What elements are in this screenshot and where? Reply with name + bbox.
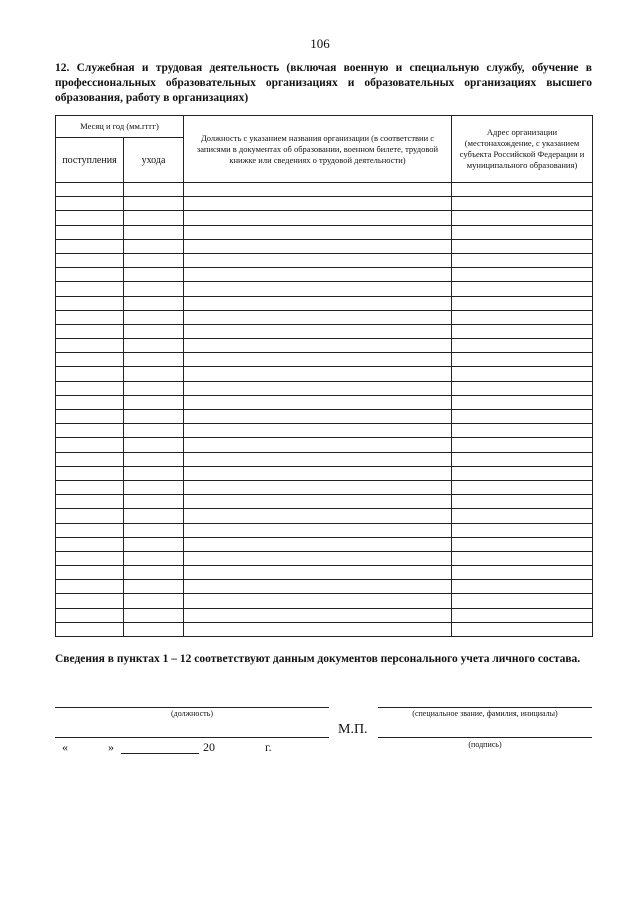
end-cell[interactable] bbox=[124, 296, 184, 310]
position-cell[interactable] bbox=[184, 381, 452, 395]
end-cell[interactable] bbox=[124, 551, 184, 565]
address-cell[interactable] bbox=[452, 438, 593, 452]
start-cell[interactable] bbox=[56, 438, 124, 452]
end-cell[interactable] bbox=[124, 183, 184, 197]
header-start: поступления bbox=[56, 138, 124, 183]
table-body bbox=[56, 183, 593, 637]
end-cell[interactable] bbox=[124, 197, 184, 211]
start-cell[interactable] bbox=[56, 580, 124, 594]
address-cell[interactable] bbox=[452, 282, 593, 296]
start-cell[interactable] bbox=[56, 310, 124, 324]
address-cell[interactable] bbox=[452, 225, 593, 239]
position-cell[interactable] bbox=[184, 523, 452, 537]
position-cell[interactable] bbox=[184, 225, 452, 239]
position-cell[interactable] bbox=[184, 253, 452, 267]
header-end: ухода bbox=[124, 138, 184, 183]
address-cell[interactable] bbox=[452, 495, 593, 509]
header-address: Адрес организации (местонахождение, с указанием субъекта Российской Федерации и муниципального образования) bbox=[452, 116, 593, 183]
table-row bbox=[56, 410, 593, 424]
end-cell[interactable] bbox=[124, 608, 184, 622]
address-cell[interactable] bbox=[452, 509, 593, 523]
table-row bbox=[56, 438, 593, 452]
start-cell[interactable] bbox=[56, 225, 124, 239]
position-cell[interactable] bbox=[184, 509, 452, 523]
start-cell[interactable] bbox=[56, 296, 124, 310]
start-cell[interactable] bbox=[56, 594, 124, 608]
end-cell[interactable] bbox=[124, 580, 184, 594]
start-cell[interactable] bbox=[56, 523, 124, 537]
table-row bbox=[56, 353, 593, 367]
end-cell[interactable] bbox=[124, 381, 184, 395]
end-cell[interactable] bbox=[124, 566, 184, 580]
position-line[interactable] bbox=[55, 707, 329, 708]
date-year-suffix: г. bbox=[265, 740, 272, 754]
position-cell[interactable] bbox=[184, 622, 452, 636]
end-cell[interactable] bbox=[124, 438, 184, 452]
table-row bbox=[56, 381, 593, 395]
end-cell[interactable] bbox=[124, 452, 184, 466]
address-cell[interactable] bbox=[452, 211, 593, 225]
position-caption: (должность) bbox=[171, 709, 213, 718]
start-cell[interactable] bbox=[56, 566, 124, 580]
signature-caption: (подпись) bbox=[468, 740, 502, 749]
position-cell[interactable] bbox=[184, 551, 452, 565]
table-row bbox=[56, 367, 593, 381]
start-cell[interactable] bbox=[56, 452, 124, 466]
position-cell[interactable] bbox=[184, 580, 452, 594]
start-cell[interactable] bbox=[56, 466, 124, 480]
end-cell[interactable] bbox=[124, 253, 184, 267]
end-cell[interactable] bbox=[124, 523, 184, 537]
end-cell[interactable] bbox=[124, 282, 184, 296]
position-cell[interactable] bbox=[184, 310, 452, 324]
position-cell[interactable] bbox=[184, 282, 452, 296]
address-cell[interactable] bbox=[452, 296, 593, 310]
stamp-place: М.П. bbox=[338, 722, 368, 737]
table-row bbox=[56, 239, 593, 253]
employment-table bbox=[55, 115, 593, 637]
start-cell[interactable] bbox=[56, 324, 124, 338]
start-cell[interactable] bbox=[56, 282, 124, 296]
start-cell[interactable] bbox=[56, 253, 124, 267]
address-cell[interactable] bbox=[452, 566, 593, 580]
end-cell[interactable] bbox=[124, 367, 184, 381]
address-cell[interactable] bbox=[452, 594, 593, 608]
end-cell[interactable] bbox=[124, 509, 184, 523]
position-cell[interactable] bbox=[184, 268, 452, 282]
start-cell[interactable] bbox=[56, 537, 124, 551]
start-cell[interactable] bbox=[56, 367, 124, 381]
signature-line[interactable] bbox=[378, 737, 592, 738]
position-cell[interactable] bbox=[184, 324, 452, 338]
position-cell[interactable] bbox=[184, 183, 452, 197]
start-cell[interactable] bbox=[56, 410, 124, 424]
start-cell[interactable] bbox=[56, 551, 124, 565]
end-cell[interactable] bbox=[124, 622, 184, 636]
table-row bbox=[56, 566, 593, 580]
position-cell[interactable] bbox=[184, 353, 452, 367]
date-year-prefix: 20 bbox=[203, 740, 215, 754]
address-cell[interactable] bbox=[452, 452, 593, 466]
end-cell[interactable] bbox=[124, 480, 184, 494]
table-row bbox=[56, 296, 593, 310]
table-row bbox=[56, 324, 593, 338]
end-cell[interactable] bbox=[124, 537, 184, 551]
position-cell[interactable] bbox=[184, 566, 452, 580]
address-cell[interactable] bbox=[452, 268, 593, 282]
start-cell[interactable] bbox=[56, 424, 124, 438]
address-cell[interactable] bbox=[452, 523, 593, 537]
table-row bbox=[56, 183, 593, 197]
end-cell[interactable] bbox=[124, 268, 184, 282]
table-row bbox=[56, 424, 593, 438]
confirmation-text: Сведения в пунктах 1 – 12 соответствуют данным документов персонального учета личного состава. bbox=[55, 653, 581, 665]
end-cell[interactable] bbox=[124, 211, 184, 225]
address-cell[interactable] bbox=[452, 353, 593, 367]
end-cell[interactable] bbox=[124, 594, 184, 608]
rank-name-caption: (специальное звание, фамилия, инициалы) bbox=[412, 709, 558, 718]
page-number: 106 bbox=[310, 36, 330, 51]
start-cell[interactable] bbox=[56, 608, 124, 622]
table-row bbox=[56, 608, 593, 622]
position-cell[interactable] bbox=[184, 608, 452, 622]
start-cell[interactable] bbox=[56, 183, 124, 197]
position-cell[interactable] bbox=[184, 594, 452, 608]
address-cell[interactable] bbox=[452, 239, 593, 253]
table-row bbox=[56, 225, 593, 239]
address-cell[interactable] bbox=[452, 381, 593, 395]
start-cell[interactable] bbox=[56, 339, 124, 353]
start-cell[interactable] bbox=[56, 622, 124, 636]
address-cell[interactable] bbox=[452, 537, 593, 551]
date-month-line[interactable] bbox=[121, 753, 199, 754]
position-cell[interactable] bbox=[184, 495, 452, 509]
end-cell[interactable] bbox=[124, 225, 184, 239]
address-cell[interactable] bbox=[452, 580, 593, 594]
table-row bbox=[56, 466, 593, 480]
table-row bbox=[56, 197, 593, 211]
date-quote-open: « bbox=[62, 740, 68, 754]
start-cell[interactable] bbox=[56, 268, 124, 282]
table-row bbox=[56, 395, 593, 409]
start-cell[interactable] bbox=[56, 395, 124, 409]
table-row bbox=[56, 282, 593, 296]
start-cell[interactable] bbox=[56, 381, 124, 395]
table-row bbox=[56, 537, 593, 551]
start-cell[interactable] bbox=[56, 239, 124, 253]
table-row bbox=[56, 580, 593, 594]
start-cell[interactable] bbox=[56, 480, 124, 494]
start-cell[interactable] bbox=[56, 211, 124, 225]
table-row bbox=[56, 594, 593, 608]
position-cell[interactable] bbox=[184, 339, 452, 353]
position-cell[interactable] bbox=[184, 537, 452, 551]
position-cell[interactable] bbox=[184, 395, 452, 409]
position-cell[interactable] bbox=[184, 367, 452, 381]
address-cell[interactable] bbox=[452, 622, 593, 636]
position-cell[interactable] bbox=[184, 424, 452, 438]
table-row bbox=[56, 339, 593, 353]
address-cell[interactable] bbox=[452, 197, 593, 211]
address-cell[interactable] bbox=[452, 253, 593, 267]
start-cell[interactable] bbox=[56, 353, 124, 367]
address-cell[interactable] bbox=[452, 310, 593, 324]
date-quote-close: » bbox=[108, 740, 114, 754]
address-cell[interactable] bbox=[452, 466, 593, 480]
table-row bbox=[56, 253, 593, 267]
table-row bbox=[56, 452, 593, 466]
end-cell[interactable] bbox=[124, 466, 184, 480]
end-cell[interactable] bbox=[124, 339, 184, 353]
date-line[interactable] bbox=[55, 737, 329, 738]
address-cell[interactable] bbox=[452, 480, 593, 494]
end-cell[interactable] bbox=[124, 495, 184, 509]
table-row bbox=[56, 268, 593, 282]
address-cell[interactable] bbox=[452, 367, 593, 381]
position-cell[interactable] bbox=[184, 452, 452, 466]
address-cell[interactable] bbox=[452, 395, 593, 409]
end-cell[interactable] bbox=[124, 324, 184, 338]
end-cell[interactable] bbox=[124, 424, 184, 438]
table-row bbox=[56, 495, 593, 509]
position-cell[interactable] bbox=[184, 296, 452, 310]
address-cell[interactable] bbox=[452, 324, 593, 338]
section-title: 12. Служебная и трудовая деятельность (включая военную и специальную службу, обучение в профессиональных образовательных организациях и образовательных организациях высшего образования, работу в организациях) bbox=[55, 62, 592, 104]
header-position: Должность с указанием названия организации (в соответствии с записями в документах об образовании, военном билете, трудовой книжке или сведениях о трудовой деятельности) bbox=[184, 116, 452, 183]
header-month-year: Месяц и год (мм.гггг) bbox=[56, 116, 184, 138]
address-cell[interactable] bbox=[452, 410, 593, 424]
address-cell[interactable] bbox=[452, 183, 593, 197]
end-cell[interactable] bbox=[124, 239, 184, 253]
table-row bbox=[56, 523, 593, 537]
position-cell[interactable] bbox=[184, 466, 452, 480]
table-row bbox=[56, 211, 593, 225]
end-cell[interactable] bbox=[124, 410, 184, 424]
position-cell[interactable] bbox=[184, 480, 452, 494]
position-cell[interactable] bbox=[184, 239, 452, 253]
position-cell[interactable] bbox=[184, 211, 452, 225]
end-cell[interactable] bbox=[124, 310, 184, 324]
address-cell[interactable] bbox=[452, 551, 593, 565]
start-cell[interactable] bbox=[56, 509, 124, 523]
end-cell[interactable] bbox=[124, 353, 184, 367]
start-cell[interactable] bbox=[56, 197, 124, 211]
address-cell[interactable] bbox=[452, 339, 593, 353]
position-cell[interactable] bbox=[184, 410, 452, 424]
table-row bbox=[56, 310, 593, 324]
table-row bbox=[56, 480, 593, 494]
address-cell[interactable] bbox=[452, 608, 593, 622]
rank-name-line[interactable] bbox=[378, 707, 592, 708]
position-cell[interactable] bbox=[184, 438, 452, 452]
position-cell[interactable] bbox=[184, 197, 452, 211]
address-cell[interactable] bbox=[452, 424, 593, 438]
table-row bbox=[56, 509, 593, 523]
start-cell[interactable] bbox=[56, 495, 124, 509]
table-row bbox=[56, 551, 593, 565]
end-cell[interactable] bbox=[124, 395, 184, 409]
table-row bbox=[56, 622, 593, 636]
